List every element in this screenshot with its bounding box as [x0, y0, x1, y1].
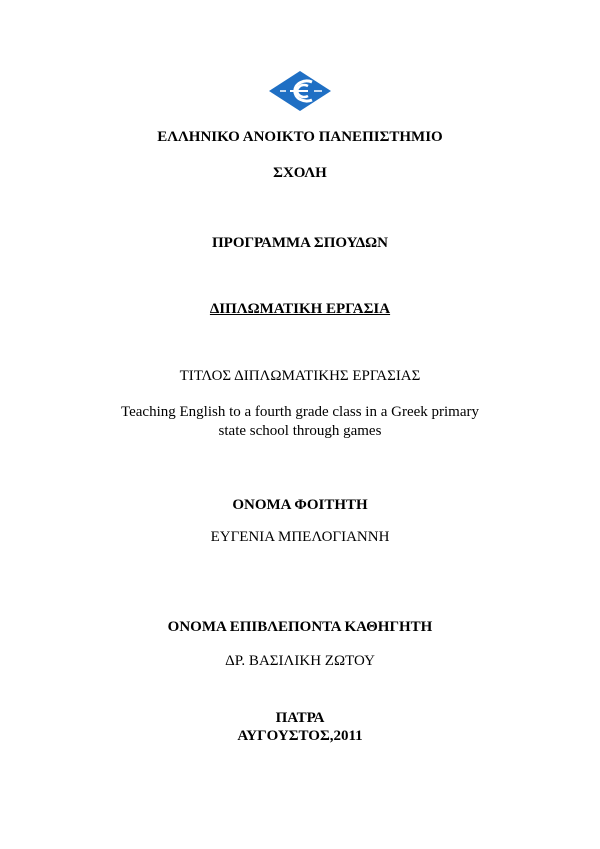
thesis-title-line-2: state school through games: [218, 423, 382, 439]
program-label: ΠΡΟΓΡΑΜΜΑ ΣΠΟΥΔΩΝ: [212, 235, 388, 251]
thesis-title-heading: ΤΙΤΛΟΣ ΔΙΠΛΩΜΑΤΙΚΗΣ ΕΡΓΑΣΙΑΣ: [179, 368, 421, 384]
school-label: ΣΧΟΛΗ: [273, 165, 327, 181]
date-label: ΑΥΓΟΥΣΤΟΣ,2011: [237, 728, 363, 744]
supervisor-name: ΔΡ. ΒΑΣΙΛΙΚΗ ΖΩΤΟΥ: [225, 653, 375, 669]
student-heading: ΟΝΟΜΑ ΦΟΙΤΗΤΗ: [232, 497, 368, 513]
thesis-title-line-1: Teaching English to a fourth grade class in a Greek primary: [121, 404, 479, 420]
university-logo-icon: [268, 70, 332, 112]
city-label: ΠΑΤΡΑ: [275, 710, 325, 726]
document-type: ΔΙΠΛΩΜΑΤΙΚΗ ΕΡΓΑΣΙΑ: [209, 301, 391, 317]
supervisor-heading: ΟΝΟΜΑ ΕΠΙΒΛΕΠΟΝΤΑ ΚΑΘΗΓΗΤΗ: [167, 619, 433, 635]
university-name: ΕΛΛΗΝΙΚΟ ΑΝΟΙΚΤΟ ΠΑΝΕΠΙΣΤΗΜΙΟ: [157, 129, 443, 145]
student-name: ΕΥΓΕΝΙΑ ΜΠΕΛΟΓΙΑΝΝΗ: [210, 529, 390, 545]
